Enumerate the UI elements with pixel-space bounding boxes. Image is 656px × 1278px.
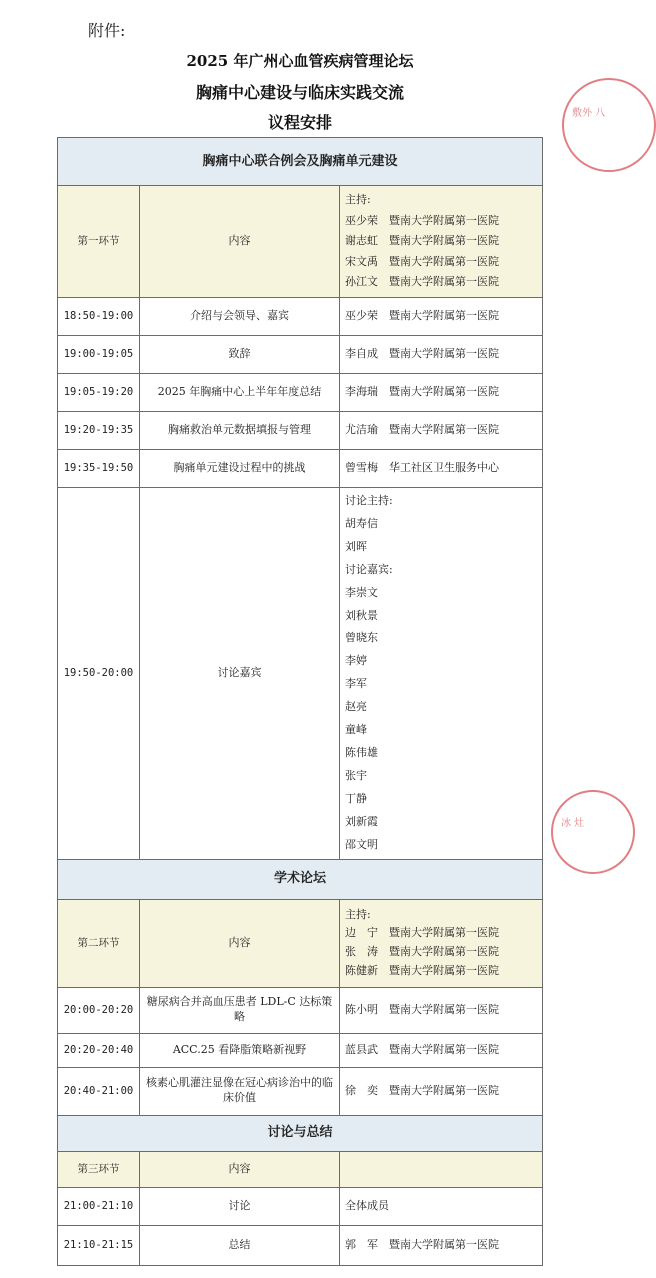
agenda-heading: 议程安排 <box>267 113 332 132</box>
session-label: 第一环节 <box>58 186 140 298</box>
content-header: 内容 <box>140 899 340 987</box>
agenda-table <box>57 137 543 1266</box>
content-cell: 总结 <box>140 1225 340 1265</box>
section-2-title-row <box>58 859 543 899</box>
section-1-header-row <box>58 186 543 298</box>
time-cell: 18:50-19:00 <box>58 298 140 336</box>
discussion-line: 童峰 <box>345 723 367 737</box>
time-cell: 20:40-21:00 <box>58 1067 140 1115</box>
time-cell: 20:20-20:40 <box>58 1033 140 1067</box>
speaker-cell: 李自成 暨南大学附属第一医院 <box>340 336 543 374</box>
time-cell: 19:50-20:00 <box>58 488 140 860</box>
content-cell: 胸痛单元建设过程中的挑战 <box>140 450 340 488</box>
discussion-line: 刘新霞 <box>345 814 378 828</box>
speaker-cell: 陈小明 暨南大学附属第一医院 <box>340 987 543 1033</box>
host-line: 张 涛 暨南大学附属第一医院 <box>345 945 499 958</box>
hosts-cell <box>340 186 543 298</box>
agenda-row <box>58 298 543 336</box>
content-header: 内容 <box>140 186 340 298</box>
content-cell: ACC.25 看降脂策略新视野 <box>140 1033 340 1067</box>
discussion-line: 胡寿信 <box>345 516 378 530</box>
discussion-line: 李婷 <box>345 654 367 668</box>
content-header: 内容 <box>140 1151 340 1187</box>
speaker-cell: 全体成员 <box>340 1187 543 1225</box>
time-cell: 19:00-19:05 <box>58 336 140 374</box>
discussion-line: 张宇 <box>345 768 367 782</box>
section-2-header-row <box>58 899 543 987</box>
discussion-line: 李军 <box>345 677 367 691</box>
section-title: 学术论坛 <box>58 859 543 899</box>
speaker-cell: 巫少荣 暨南大学附属第一医院 <box>340 298 543 336</box>
section-3-title-row <box>58 1115 543 1151</box>
attachment-label: 附件: <box>88 21 126 40</box>
agenda-row <box>58 1225 543 1265</box>
speaker-cell: 郭 军 暨南大学附属第一医院 <box>340 1225 543 1265</box>
discussion-line: 丁静 <box>345 791 367 805</box>
section-1-title-row <box>58 138 543 186</box>
agenda-row <box>58 987 543 1033</box>
host-line: 巫少荣 暨南大学附属第一医院 <box>345 213 499 227</box>
host-line: 宋文禹 暨南大学附属第一医院 <box>345 254 499 268</box>
discussion-row <box>58 488 543 860</box>
page-subtitle: 胸痛中心建设与临床实践交流 <box>195 83 404 102</box>
official-seal-stamp <box>562 78 656 172</box>
host-label: 主持: <box>345 907 371 921</box>
agenda-row <box>58 1033 543 1067</box>
stamp-text: 冰 灶 <box>561 818 585 829</box>
host-line: 边 宁 暨南大学附属第一医院 <box>345 926 499 940</box>
speaker-cell: 蓝县武 暨南大学附属第一医院 <box>340 1033 543 1067</box>
discussion-line: 刘秋景 <box>345 608 378 622</box>
time-cell: 19:35-19:50 <box>58 450 140 488</box>
content-cell: 致辞 <box>140 336 340 374</box>
discussion-line: 刘晖 <box>345 539 367 553</box>
time-cell: 21:10-21:15 <box>58 1225 140 1265</box>
host-line: 陈健新 暨南大学附属第一医院 <box>345 963 499 977</box>
content-cell: 胸痛救治单元数据填报与管理 <box>140 412 340 450</box>
speaker-cell: 尤洁瑜 暨南大学附属第一医院 <box>340 412 543 450</box>
stamp-text: 敷外 八 <box>572 108 606 119</box>
time-cell: 21:00-21:10 <box>58 1187 140 1225</box>
discussion-line: 邵文明 <box>345 837 378 851</box>
official-seal-stamp <box>551 790 635 874</box>
content-cell: 2025 年胸痛中心上半年年度总结 <box>140 374 340 412</box>
agenda-row <box>58 336 543 374</box>
discussion-line: 李崇文 <box>345 585 378 599</box>
section-3-header-row <box>58 1151 543 1187</box>
host-line: 孙江文 暨南大学附属第一医院 <box>345 275 499 289</box>
content-cell: 介绍与会领导、嘉宾 <box>140 298 340 336</box>
time-cell: 19:20-19:35 <box>58 412 140 450</box>
agenda-row <box>58 1067 543 1115</box>
page-title: 2025 年广州心血管疾病管理论坛 <box>186 52 414 70</box>
discussion-line: 赵亮 <box>345 700 367 714</box>
empty-cell <box>340 1151 543 1187</box>
agenda-row <box>58 412 543 450</box>
time-cell: 20:00-20:20 <box>58 987 140 1033</box>
content-cell: 糖尿病合并高血压患者 LDL-C 达标策略 <box>140 987 340 1033</box>
session-label: 第三环节 <box>58 1151 140 1187</box>
content-cell: 讨论嘉宾 <box>140 488 340 860</box>
speaker-cell: 曾雪梅 华工社区卫生服务中心 <box>340 450 543 488</box>
speaker-cell: 李海瑞 暨南大学附属第一医院 <box>340 374 543 412</box>
session-label: 第二环节 <box>58 899 140 987</box>
content-cell: 讨论 <box>140 1187 340 1225</box>
discussion-line: 讨论主持: <box>345 494 393 507</box>
host-line: 谢志虹 暨南大学附属第一医院 <box>345 234 499 248</box>
speaker-cell: 徐 奕 暨南大学附属第一医院 <box>340 1067 543 1115</box>
discussion-people-cell <box>340 488 543 860</box>
content-cell: 核素心肌灌注显像在冠心病诊治中的临床价值 <box>140 1067 340 1115</box>
section-title: 胸痛中心联合例会及胸痛单元建设 <box>58 138 543 186</box>
time-cell: 19:05-19:20 <box>58 374 140 412</box>
agenda-row <box>58 450 543 488</box>
host-label: 主持: <box>345 193 371 207</box>
discussion-line: 讨论嘉宾: <box>345 562 393 576</box>
hosts-cell <box>340 899 543 987</box>
discussion-line: 陈伟雄 <box>345 745 378 759</box>
discussion-line: 曾晓东 <box>345 631 378 645</box>
agenda-row <box>58 1187 543 1225</box>
agenda-row <box>58 374 543 412</box>
section-title: 讨论与总结 <box>58 1115 543 1151</box>
